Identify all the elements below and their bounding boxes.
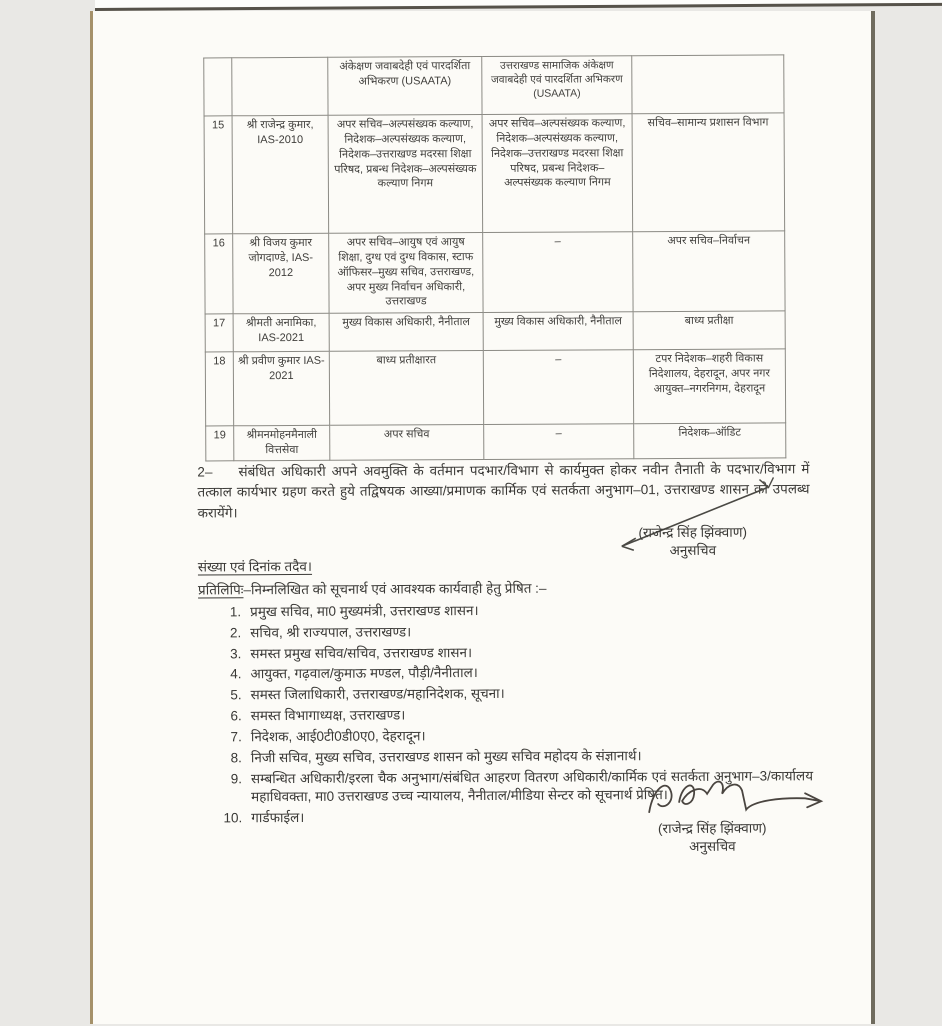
cell-officer-name: श्री विजय कुमार जोगदाण्डे, IAS-2012: [233, 233, 329, 314]
list-item-text: समस्त जिलाधिकारी, उत्तराखण्ड/महानिदेशक, सूचना।: [250, 686, 505, 703]
list-item: [222, 642, 812, 664]
list-item: [223, 746, 813, 768]
cell-relieved-charge: –: [483, 350, 633, 425]
cell-current-charge: बाध्य प्रतीक्षारत: [329, 350, 483, 425]
signatory-name: (राजेन्द्र सिंह झिंक्वाण): [638, 524, 748, 541]
cell-new-posting: सचिव–सामान्य प्रशासन विभाग: [632, 113, 785, 232]
list-item-text: समस्त प्रमुख सचिव/सचिव, उत्तराखण्ड शासन।: [250, 644, 473, 661]
cell-current-charge: मुख्य विकास अधिकारी, नैनीताल: [329, 312, 483, 351]
cell-new-posting: टपर निदेशक–शहरी विकास निदेशालय, देहरादून, अपर नगर आयुक्त–नगरनिगम, देहरादून: [633, 349, 785, 424]
list-item-number: 6.: [230, 708, 242, 724]
cell-current-charge: अपर सचिव: [330, 424, 484, 459]
cell-relieved-charge: –: [484, 424, 634, 459]
table-header-row: [204, 55, 784, 116]
table-row-19: [206, 423, 786, 461]
cell-current-charge: अपर सचिव–आयुष एवं आयुष शिक्षा, दुग्ध एवं दुग्ध विकास, स्टाफ ऑफिसर–मुख्य सचिव, उत्तराखण्ड, अपर मुख्य निर्वाचन अधिकारी, उत्तराखण्ड: [329, 232, 483, 313]
header-cell-empty-new-posting: [632, 55, 784, 114]
table-row-15: [204, 113, 785, 234]
signature-block-2: [632, 819, 792, 856]
list-item: [223, 684, 813, 706]
list-item-text: निजी सचिव, मुख्य सचिव, उत्तराखण्ड शासन को मुख्य सचिव महोदय के संज्ञानार्थ।: [250, 747, 642, 765]
list-item-text: समस्त विभागाध्यक्ष, उत्तराखण्ड।: [250, 707, 406, 724]
list-item-number: 3.: [230, 645, 242, 661]
cell-officer-name: श्रीमनमोहनमैनाली वित्तसेवा: [234, 425, 330, 460]
list-item-number: 5.: [230, 687, 242, 703]
number-date-line: संख्या एवं दिनांक तदैव।: [197, 558, 313, 575]
page-content: [93, 9, 876, 1026]
list-item-text: गार्डफाईल।: [251, 809, 305, 826]
list-item: [223, 725, 813, 747]
header-cell-empty-sn: [204, 58, 232, 116]
cell-relieved-charge: –: [483, 232, 633, 313]
document-page: [90, 11, 875, 1024]
list-item-number: 10.: [223, 810, 243, 826]
list-item-number: 7.: [230, 729, 242, 745]
copy-line: [198, 579, 546, 599]
cell-serial: 19: [206, 426, 234, 461]
cell-serial: 17: [205, 314, 233, 352]
copy-rest: –निम्नलिखित को सूचनार्थ एवं आवश्यक कार्यवाही हेतु प्रेषित :–: [243, 580, 547, 598]
cell-officer-name: श्रीमती अनामिका, IAS-2021: [233, 313, 329, 352]
table-row-16: [205, 231, 785, 314]
list-item: [222, 600, 812, 622]
list-item-number: 4.: [230, 666, 242, 682]
cell-serial: 16: [205, 234, 233, 314]
list-item-number: 9.: [230, 770, 243, 786]
header-cell-current-charge: अंकेक्षण जवाबदेही एवं पारदर्शिता अभिकरण (USAATA): [328, 57, 482, 116]
signature-block-1: [614, 523, 772, 560]
paragraph-2-text: संबंधित अधिकारी अपने अवमुक्ति के वर्तमान पदभार/विभाग से कार्यमुक्त होकर नवीन तैनाती के पदभार/विभाग में तत्काल कार्यभार ग्रहण करते हुये तद्विषयक आख्या/प्रमाणक कार्मिक एवं सतर्कता अनुभाग–01, उत्तराखण्ड शासन को उपलब्ध करायेंगे।: [197, 461, 810, 520]
list-item: [222, 663, 812, 685]
signatory-title: अनुसचिव: [689, 838, 736, 855]
list-item-text: सम्बन्धित अधिकारी/इरला चैक अनुभाग/संबंधित आहरण वितरण अधिकारी/कार्मिक एवं सतर्कता अनुभाग–3/कार्यालय महाधिवक्ता, मा0 उत्तराखण्ड उच्च न्यायालय, नैनीताल/मीडिया सेन्टर को सूचनार्थ प्रेषित।: [250, 767, 814, 805]
signatory-name: (राजेन्द्र सिंह झिंक्वाण): [657, 820, 767, 837]
cell-officer-name: श्री राजेन्द्र कुमार, IAS-2010: [232, 115, 329, 234]
list-item-text: सचिव, श्री राज्यपाल, उत्तराखण्ड।: [250, 624, 412, 641]
cell-serial: 15: [204, 116, 233, 234]
paragraph-2-number: 2–: [197, 464, 213, 480]
list-item-text: आयुक्त, गढ़वाल/कुमाऊ मण्डल, पौड़ी/नैनीताल।: [250, 665, 478, 682]
list-item-text: निदेशक, आई0टी0डी0ए0, देहरादून।: [250, 728, 426, 745]
list-item-number: 1.: [229, 604, 242, 620]
header-cell-relieved-charge: उत्तराखण्ड सामाजिक अंकेक्षण जवाबदेही एवं पारदर्शिता अभिकरण (USAATA): [482, 56, 632, 115]
list-item-number: 8.: [230, 749, 242, 766]
table-row-17: [205, 311, 785, 352]
cell-current-charge: अपर सचिव–अल्पसंख्यक कल्याण, निदेशक–अल्पसंख्यक कल्याण, निदेशक–उत्तराखण्ड मदरसा शिक्षा परिषद, प्रबन्ध निदेशक–अल्पसंख्यक कल्याण निगम: [328, 115, 483, 234]
cell-relieved-charge: मुख्य विकास अधिकारी, नैनीताल: [483, 312, 633, 351]
cell-new-posting: बाध्य प्रतीक्षा: [633, 311, 785, 350]
cell-new-posting: अपर सचिव–निर्वाचन: [633, 231, 785, 312]
list-item: [223, 704, 813, 726]
copy-label: प्रतिलिपिः: [197, 582, 244, 598]
list-item-text: प्रमुख सचिव, मा0 मुख्यमंत्री, उत्तराखण्ड शासन।: [250, 603, 479, 620]
list-item-number: 2.: [229, 625, 242, 641]
table-row-18: [205, 349, 785, 426]
cell-serial: 18: [205, 352, 233, 426]
list-item: [222, 621, 812, 643]
cell-relieved-charge: अपर सचिव–अल्पसंख्यक कल्याण, निदेशक–अल्पसंख्यक कल्याण, निदेशक–उत्तराखण्ड मदरसा शिक्षा परिषद, प्रबन्ध निदेशक–अल्पसंख्यक कल्याण निगम: [482, 114, 633, 233]
cell-new-posting: निदेशक–ऑडिट: [634, 423, 786, 458]
header-cell-empty-name: [232, 57, 328, 116]
signatory-title: अनुसचिव: [669, 543, 717, 559]
cell-officer-name: श्री प्रवीण कुमार IAS-2021: [233, 351, 329, 426]
officers-table: [203, 54, 786, 461]
